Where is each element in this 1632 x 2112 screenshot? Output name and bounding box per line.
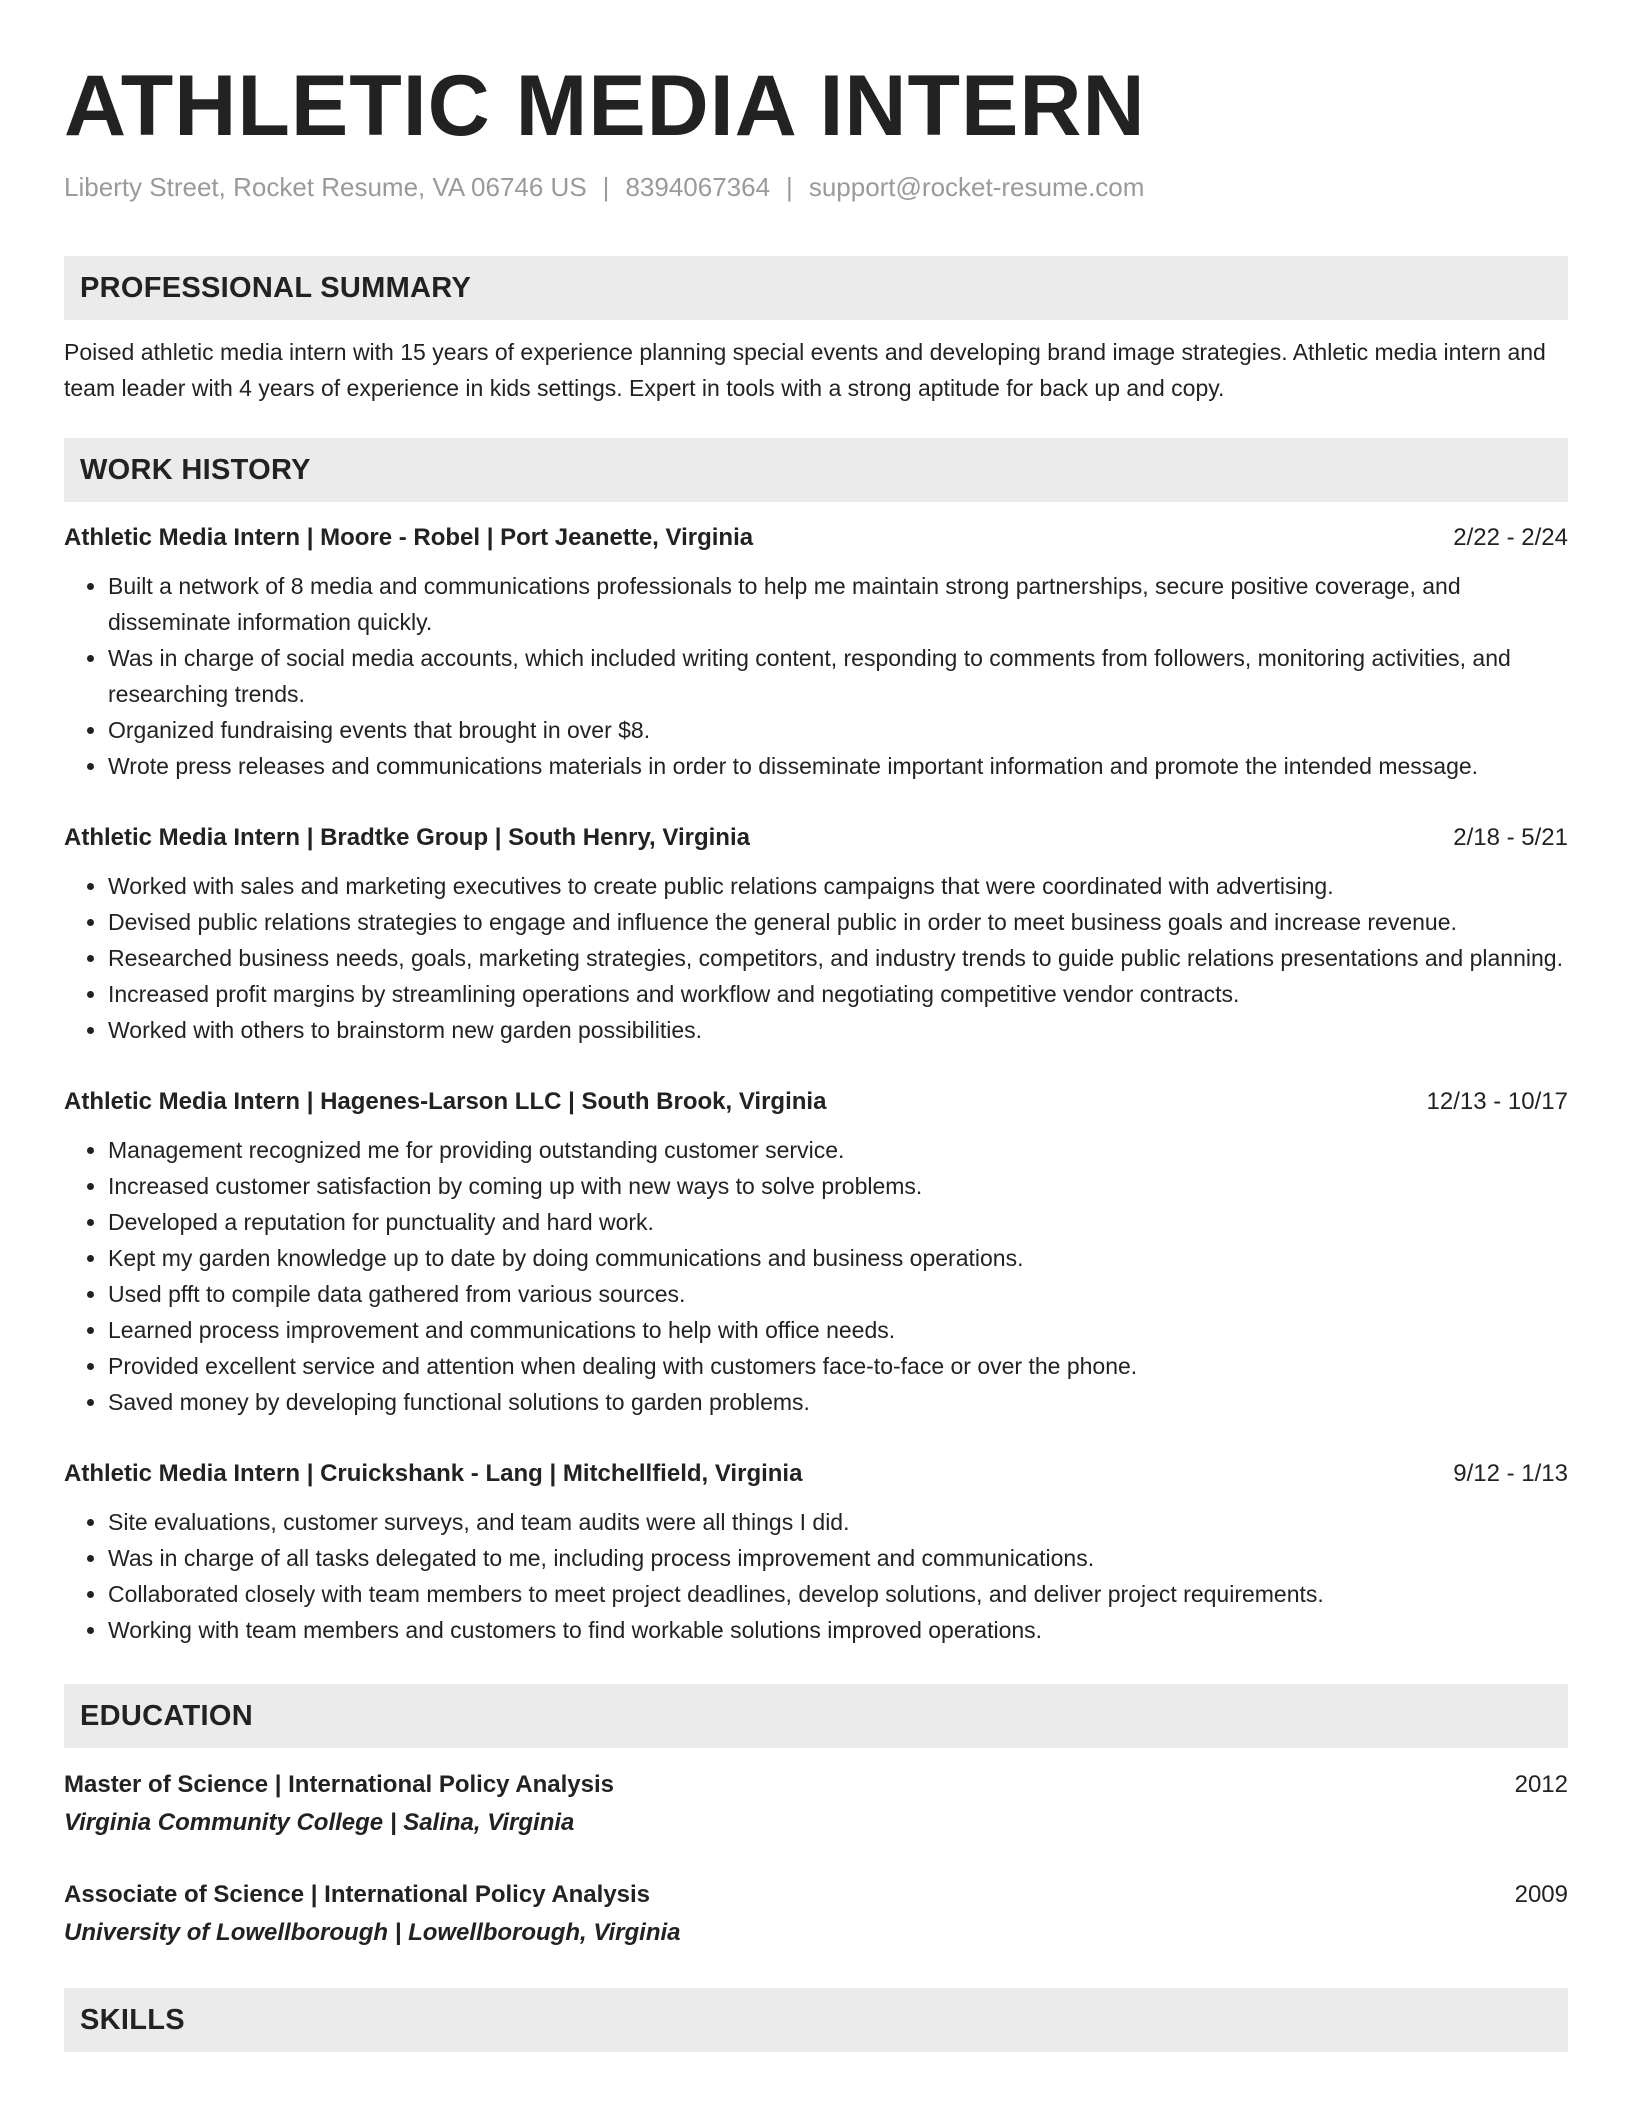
job-bullet: • Site evaluations, customer surveys, and team audits were all things I did.	[108, 1504, 1568, 1540]
section-header-education: EDUCATION	[64, 1684, 1568, 1748]
contact-email: support@rocket-resume.com	[808, 172, 1145, 202]
job-entry	[64, 1080, 1568, 1420]
job-bullet: • Developed a reputation for punctuality and hard work.	[108, 1204, 1568, 1240]
education-degree: Master of Science | International Policy Analysis	[64, 1771, 615, 1798]
resume-content	[64, 56, 1568, 2052]
job-dates: 2/22 - 2/24	[1453, 524, 1568, 551]
job-bullet: • Provided excellent service and attention when dealing with customers face-to-face or over the phone.	[108, 1348, 1568, 1384]
job-bullet: • Built a network of 8 media and communications professionals to help me maintain strong partnerships, secure positive coverage, and disseminate information quickly.	[108, 568, 1568, 640]
job-dates: 9/12 - 1/13	[1453, 1460, 1568, 1487]
education-header	[64, 1766, 1568, 1804]
job-bullets	[64, 568, 1568, 784]
job-bullet: • Was in charge of all tasks delegated to me, including process improvement and communications.	[108, 1540, 1568, 1576]
job-bullet: • Used pfft to compile data gathered from various sources.	[108, 1276, 1568, 1312]
job-bullets	[64, 1132, 1568, 1420]
job-bullet: • Organized fundraising events that brought in over $8.	[108, 712, 1568, 748]
section-header-skills: SKILLS	[64, 1988, 1568, 2052]
job-bullet: • Worked with others to brainstorm new garden possibilities.	[108, 1012, 1568, 1048]
job-bullet: • Devised public relations strategies to engage and influence the general public in order to meet business goals and increase revenue.	[108, 904, 1568, 940]
section-header-summary: PROFESSIONAL SUMMARY	[64, 256, 1568, 320]
job-entry	[64, 516, 1568, 784]
job-entry	[64, 1452, 1568, 1648]
job-bullet: • Management recognized me for providing outstanding customer service.	[108, 1132, 1568, 1168]
job-header	[64, 1080, 1568, 1124]
education-year: 2009	[1514, 1881, 1568, 1908]
job-title: Athletic Media Intern | Bradtke Group | South Henry, Virginia	[64, 824, 750, 851]
job-title: Athletic Media Intern | Moore - Robel | Port Jeanette, Virginia	[64, 524, 754, 551]
candidate-name: ATHLETIC MEDIA INTERN	[64, 58, 1146, 154]
job-bullet: • Working with team members and customers to find workable solutions improved operations.	[108, 1612, 1568, 1648]
job-bullets	[64, 868, 1568, 1048]
job-bullet: • Learned process improvement and communications to help with office needs.	[108, 1312, 1568, 1348]
contact-address: Liberty Street, Rocket Resume, VA 06746 US	[64, 172, 587, 202]
job-bullet: • Was in charge of social media accounts, which included writing content, responding to comments from followers, monitoring activities, and researching trends.	[108, 640, 1568, 712]
section-header-work-history: WORK HISTORY	[64, 438, 1568, 502]
education-school: Virginia Community College | Salina, Virginia	[64, 1809, 575, 1836]
education-entry	[64, 1766, 1568, 1842]
job-bullet: • Increased customer satisfaction by coming up with new ways to solve problems.	[108, 1168, 1568, 1204]
education-header	[64, 1876, 1568, 1914]
job-bullet: • Worked with sales and marketing executives to create public relations campaigns that were coordinated with advertising.	[108, 868, 1568, 904]
job-title: Athletic Media Intern | Hagenes-Larson LLC | South Brook, Virginia	[64, 1088, 827, 1115]
job-bullets	[64, 1504, 1568, 1648]
contact-line	[64, 170, 1568, 204]
job-bullet: • Kept my garden knowledge up to date by doing communications and business operations.	[108, 1240, 1568, 1276]
education-year: 2012	[1514, 1771, 1568, 1798]
job-bullet: • Wrote press releases and communications materials in order to disseminate important information and promote the intended message.	[108, 748, 1568, 784]
job-bullet: • Increased profit margins by streamlining operations and workflow and negotiating competitive vendor contracts.	[108, 976, 1568, 1012]
job-dates: 12/13 - 10/17	[1426, 1088, 1568, 1115]
job-entry	[64, 816, 1568, 1048]
job-header	[64, 816, 1568, 860]
job-bullet: • Saved money by developing functional solutions to garden problems.	[108, 1384, 1568, 1420]
education-school: University of Lowellborough | Lowellborough, Virginia	[64, 1919, 681, 1946]
contact-phone: 8394067364	[625, 172, 771, 202]
contact-separator: |	[602, 172, 610, 202]
job-title: Athletic Media Intern | Cruickshank - Lang | Mitchellfield, Virginia	[64, 1460, 803, 1487]
job-header	[64, 516, 1568, 560]
job-header	[64, 1452, 1568, 1496]
education-degree: Associate of Science | International Policy Analysis	[64, 1881, 651, 1908]
job-bullet: • Collaborated closely with team members to meet project deadlines, develop solutions, and deliver project requirements.	[108, 1576, 1568, 1612]
job-bullet: • Researched business needs, goals, marketing strategies, competitors, and industry trends to guide public relations presentations and planning.	[108, 940, 1568, 976]
contact-separator: |	[786, 172, 793, 202]
summary-text: Poised athletic media intern with 15 years of experience planning special events and developing brand image strategies. Athletic media intern and team leader with 4 years of experience in kids settings. Expert in tools with a strong aptitude for back up and copy.	[64, 339, 1546, 401]
job-dates: 2/18 - 5/21	[1453, 824, 1568, 851]
education-entry	[64, 1876, 1568, 1952]
